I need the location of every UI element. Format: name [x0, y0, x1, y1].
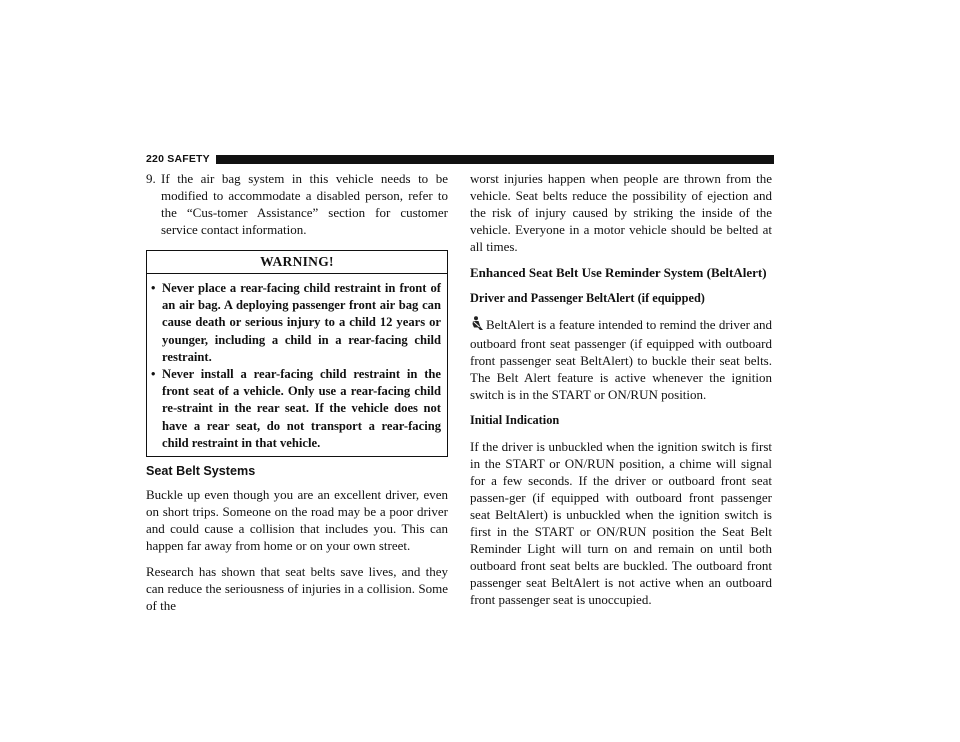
body-paragraph: Buckle up even though you are an excellent driver, even on short trips. Someone on the road may be a poor driver and could cause a collision that includes you. This can happen far away from home or on your own street.: [146, 487, 448, 554]
seat-belt-icon: [470, 316, 484, 335]
numbered-item-9: [146, 170, 448, 238]
page-number-section: 220 SAFETY: [146, 153, 210, 165]
warning-bullet: [151, 280, 441, 366]
beltalert-text: BeltAlert is a feature intended to remind the driver and outboard front seat passenger (if equipped with outboard front passenger seat BeltAlert) to buckle their seat belts. The Belt Alert feature is active whenever the ignition switch is in the START or ON/RUN position.: [470, 317, 772, 402]
body-paragraph: Research has shown that seat belts save lives, and they can reduce the seriousness of injuries in a collision. Some of the: [146, 564, 448, 614]
right-column: [470, 170, 772, 617]
subsection-heading: Enhanced Seat Belt Use Reminder System (BeltAlert): [470, 265, 767, 280]
header-rule: [216, 155, 774, 164]
beltalert-paragraph: [470, 316, 772, 403]
warning-list: [147, 274, 447, 456]
subsection-heading: Driver and Passenger BeltAlert (if equipped): [470, 291, 705, 305]
item-number: 9.: [146, 171, 156, 186]
warning-box: [146, 250, 448, 457]
page-header: [146, 153, 774, 165]
section-heading: Seat Belt Systems: [146, 464, 256, 479]
warning-bullet: [151, 366, 441, 452]
bullet-icon: •: [151, 281, 156, 295]
bullet-icon: •: [151, 367, 156, 382]
warning-bullet-text: Never install a rear-facing child restraint in the front seat of a vehicle. Only use a rear-facing child re-straint in the rear seat. If the vehicle does not have a rear seat, do not transport a rear-facing child restraint in that vehicle.: [162, 367, 441, 450]
warning-title: WARNING!: [147, 251, 447, 274]
warning-bullet-text: Never place a rear-facing child restraint in front of an air bag. A deploying passenger front air bag can cause death or serious injury to a child 12 years or younger, including a child in a rear-facing child restraint.: [162, 281, 441, 364]
body-paragraph: If the driver is unbuckled when the ignition switch is first in the START or ON/RUN position, a chime will signal for a few seconds. If the driver or outboard front seat passen-ger (if equipped with outboard front passenger seat BeltAlert) is unbuckled when the ignition switch is first in the START or ON/RUN position the Seat Belt Reminder Light will turn on and remain on until both outboard front seat belts are buckled. The outboard front passenger seat BeltAlert is not active when an outboard front passenger seat is unoccupied.: [470, 439, 772, 607]
item-text: If the air bag system in this vehicle needs to be modified to accommodate a disabled person, refer to the “Cus-tomer Assistance” section for customer service contact information.: [161, 171, 448, 237]
subsection-heading: Initial Indication: [470, 413, 560, 427]
body-paragraph: worst injuries happen when people are thrown from the vehicle. Seat belts reduce the possibility of ejection and the risk of injury caused by striking the inside of the vehicle. Everyone in a motor vehicle should be belted at all times.: [470, 171, 772, 254]
left-column: [146, 170, 448, 623]
